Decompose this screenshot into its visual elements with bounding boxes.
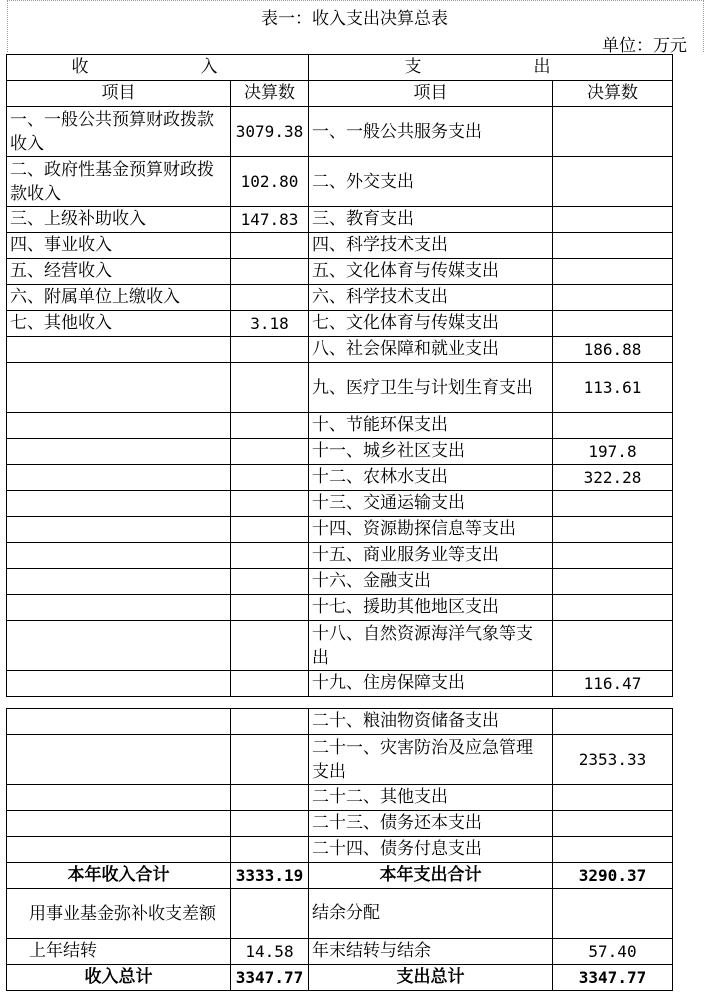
income-item-cell bbox=[7, 517, 231, 543]
table-row bbox=[7, 337, 673, 363]
income-item-cell: 五、经营收入 bbox=[7, 259, 231, 285]
table-row bbox=[7, 285, 673, 311]
grand-expense-total-value: 3347.77 bbox=[553, 965, 673, 991]
income-item-cell bbox=[7, 491, 231, 517]
expense-item-cell: 一、一般公共服务支出 bbox=[309, 107, 553, 157]
income-value-cell bbox=[231, 671, 309, 697]
income-value-cell bbox=[231, 363, 309, 413]
table-row bbox=[7, 785, 673, 811]
income-item-cell: 七、其他收入 bbox=[7, 311, 231, 337]
expense-item-cell: 五、文化体育与传媒支出 bbox=[309, 259, 553, 285]
income-item-cell bbox=[7, 735, 231, 785]
table-row bbox=[7, 595, 673, 621]
expense-value-cell bbox=[553, 709, 673, 735]
carry-income-value: 14.58 bbox=[231, 939, 309, 965]
expense-value-cell: 186.88 bbox=[553, 337, 673, 363]
summary-table-part1 bbox=[6, 54, 673, 697]
income-value-cell bbox=[231, 785, 309, 811]
income-item-cell bbox=[7, 785, 231, 811]
income-item-cell: 三、上级补助收入 bbox=[7, 207, 231, 233]
expense-value-cell bbox=[553, 595, 673, 621]
carry-income-item: 上年结转 bbox=[7, 939, 231, 965]
table-row bbox=[7, 671, 673, 697]
income-value-cell: 102.80 bbox=[231, 157, 309, 207]
income-amount-header: 决算数 bbox=[231, 81, 309, 107]
expense-item-cell: 二十一、灾害防治及应急管理支出 bbox=[309, 735, 553, 785]
table-row bbox=[7, 363, 673, 413]
expense-value-cell bbox=[553, 621, 673, 671]
income-value-cell bbox=[231, 735, 309, 785]
expense-value-cell bbox=[553, 837, 673, 863]
page-top-border bbox=[7, 0, 704, 1]
income-item-cell bbox=[7, 837, 231, 863]
expense-value-cell bbox=[553, 207, 673, 233]
income-value-cell: 3079.38 bbox=[231, 107, 309, 157]
grand-income-total-value: 3347.77 bbox=[231, 965, 309, 991]
table-row bbox=[7, 709, 673, 735]
expense-item-cell: 二十四、债务付息支出 bbox=[309, 837, 553, 863]
expense-item-cell: 二十二、其他支出 bbox=[309, 785, 553, 811]
income-item-cell bbox=[7, 439, 231, 465]
income-value-cell bbox=[231, 259, 309, 285]
table-row bbox=[7, 543, 673, 569]
expense-value-cell bbox=[553, 311, 673, 337]
income-item-cell bbox=[7, 709, 231, 735]
carry-expense-item: 年末结转与结余 bbox=[309, 939, 553, 965]
table-row bbox=[7, 311, 673, 337]
expense-item-cell: 十六、金融支出 bbox=[309, 569, 553, 595]
carry-expense-value: 57.40 bbox=[553, 939, 673, 965]
table-row bbox=[7, 491, 673, 517]
income-item-cell: 六、附属单位上缴收入 bbox=[7, 285, 231, 311]
income-value-cell bbox=[231, 621, 309, 671]
expense-value-cell: 116.47 bbox=[553, 671, 673, 697]
expense-item-cell: 十八、自然资源海洋气象等支出 bbox=[309, 621, 553, 671]
expense-value-cell bbox=[553, 569, 673, 595]
income-item-cell bbox=[7, 569, 231, 595]
table-title: 表一：收入支出决算总表 bbox=[261, 9, 448, 29]
table-row bbox=[7, 107, 673, 157]
table-row bbox=[7, 517, 673, 543]
expense-item-cell: 二十三、债务还本支出 bbox=[309, 811, 553, 837]
table-row bbox=[7, 233, 673, 259]
income-value-cell bbox=[231, 543, 309, 569]
expense-item-cell: 十九、住房保障支出 bbox=[309, 671, 553, 697]
expense-amount-header: 决算数 bbox=[553, 81, 673, 107]
year-income-total-value: 3333.19 bbox=[231, 863, 309, 889]
carry-row bbox=[7, 939, 673, 965]
income-item-cell bbox=[7, 363, 231, 413]
expense-item-cell: 三、教育支出 bbox=[309, 207, 553, 233]
year-expense-total-label: 本年支出合计 bbox=[309, 863, 553, 889]
income-value-cell bbox=[231, 413, 309, 439]
expense-value-cell bbox=[553, 233, 673, 259]
expense-value-cell bbox=[553, 491, 673, 517]
income-value-cell bbox=[231, 837, 309, 863]
fund-expense-value bbox=[553, 889, 673, 939]
expense-item-cell: 六、科学技术支出 bbox=[309, 285, 553, 311]
expense-item-cell: 十一、城乡社区支出 bbox=[309, 439, 553, 465]
table-row bbox=[7, 837, 673, 863]
expense-value-cell bbox=[553, 259, 673, 285]
expense-item-cell: 四、科学技术支出 bbox=[309, 233, 553, 259]
grand-income-total-label: 收入总计 bbox=[7, 965, 231, 991]
expense-item-cell: 二、外交支出 bbox=[309, 157, 553, 207]
expense-item-cell: 十、节能环保支出 bbox=[309, 413, 553, 439]
table-row bbox=[7, 465, 673, 491]
table-row bbox=[7, 735, 673, 785]
income-value-cell bbox=[231, 709, 309, 735]
fund-income-value bbox=[231, 889, 309, 939]
table-row bbox=[7, 621, 673, 671]
expense-item-cell: 十四、资源勘探信息等支出 bbox=[309, 517, 553, 543]
fund-row bbox=[7, 889, 673, 939]
expense-value-cell bbox=[553, 107, 673, 157]
expense-value-cell bbox=[553, 413, 673, 439]
income-value-cell bbox=[231, 233, 309, 259]
income-value-cell bbox=[231, 569, 309, 595]
income-value-cell bbox=[231, 811, 309, 837]
income-item-cell: 二、政府性基金预算财政拨款收入 bbox=[7, 157, 231, 207]
income-value-cell bbox=[231, 337, 309, 363]
expense-value-cell: 113.61 bbox=[553, 363, 673, 413]
unit-label: 单位：万元 bbox=[602, 36, 687, 56]
year-expense-total-value: 3290.37 bbox=[553, 863, 673, 889]
expense-value-cell: 322.28 bbox=[553, 465, 673, 491]
income-value-cell: 147.83 bbox=[231, 207, 309, 233]
table-row bbox=[7, 413, 673, 439]
expense-item-cell: 十五、商业服务业等支出 bbox=[309, 543, 553, 569]
expense-item-cell: 九、医疗卫生与计划生育支出 bbox=[309, 363, 553, 413]
expense-value-cell bbox=[553, 517, 673, 543]
income-item-cell bbox=[7, 595, 231, 621]
income-value-cell bbox=[231, 595, 309, 621]
fund-income-item: 用事业基金弥补收支差额 bbox=[7, 889, 231, 939]
income-value-cell bbox=[231, 465, 309, 491]
expense-value-cell bbox=[553, 811, 673, 837]
summary-table-part2 bbox=[6, 708, 673, 991]
table-row bbox=[7, 811, 673, 837]
expense-value-cell bbox=[553, 543, 673, 569]
income-value-cell bbox=[231, 285, 309, 311]
fund-expense-item: 结余分配 bbox=[309, 889, 553, 939]
expense-section-header: 支 出 bbox=[309, 55, 673, 81]
expense-item-cell: 十三、交通运输支出 bbox=[309, 491, 553, 517]
expense-item-cell: 八、社会保障和就业支出 bbox=[309, 337, 553, 363]
expense-value-cell bbox=[553, 785, 673, 811]
expense-item-cell: 十七、援助其他地区支出 bbox=[309, 595, 553, 621]
income-item-cell bbox=[7, 543, 231, 569]
income-item-cell: 四、事业收入 bbox=[7, 233, 231, 259]
income-value-cell bbox=[231, 517, 309, 543]
section-header-row bbox=[7, 55, 673, 81]
expense-value-cell bbox=[553, 157, 673, 207]
expense-item-cell: 十二、农林水支出 bbox=[309, 465, 553, 491]
expense-value-cell: 197.8 bbox=[553, 439, 673, 465]
expense-item-header: 项目 bbox=[309, 81, 553, 107]
income-value-cell: 3.18 bbox=[231, 311, 309, 337]
year-income-total-label: 本年收入合计 bbox=[7, 863, 231, 889]
income-item-cell bbox=[7, 465, 231, 491]
income-item-cell bbox=[7, 413, 231, 439]
income-item-cell bbox=[7, 671, 231, 697]
grand-total-row bbox=[7, 965, 673, 991]
expense-value-cell bbox=[553, 285, 673, 311]
table-row bbox=[7, 439, 673, 465]
expense-item-cell: 七、文化体育与传媒支出 bbox=[309, 311, 553, 337]
table-row bbox=[7, 569, 673, 595]
income-item-cell bbox=[7, 811, 231, 837]
column-header-row bbox=[7, 81, 673, 107]
income-value-cell bbox=[231, 439, 309, 465]
income-item-cell bbox=[7, 337, 231, 363]
grand-expense-total-label: 支出总计 bbox=[309, 965, 553, 991]
income-item-header: 项目 bbox=[7, 81, 231, 107]
income-section-header: 收 入 bbox=[7, 55, 309, 81]
year-total-row bbox=[7, 863, 673, 889]
table-row bbox=[7, 157, 673, 207]
income-item-cell bbox=[7, 621, 231, 671]
table-row bbox=[7, 207, 673, 233]
expense-value-cell: 2353.33 bbox=[553, 735, 673, 785]
table-row bbox=[7, 259, 673, 285]
income-value-cell bbox=[231, 491, 309, 517]
expense-item-cell: 二十、粮油物资储备支出 bbox=[309, 709, 553, 735]
income-item-cell: 一、一般公共预算财政拨款收入 bbox=[7, 107, 231, 157]
